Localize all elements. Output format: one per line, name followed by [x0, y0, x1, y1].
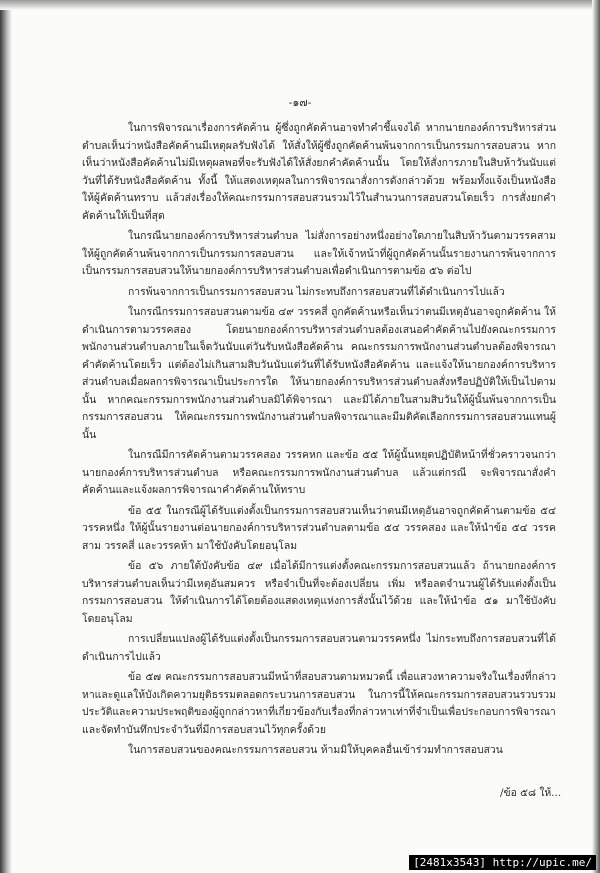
paragraph-article-57: ข้อ ๕๗ คณะกรรมการสอบสวนมีหน้าที่สอบสวนตามหมวดนี้ เพื่อแสวงหาความจริงในเรื่องที่กล่าวหาและดูแลให้บังเกิดความยุติธรรมตลอดกระบวนการสอบสวน ในการนี้ให้คณะกรรมการสอบสวนรวบรวมประวัติและความประพฤติของผู้ถูกกล่าวหาที่เกี่ยวข้องกับเรื่องที่กล่าวหาเท่าที่จำเป็นเพื่อประกอบการพิจารณา และจัดทำบันทึกประจำวันที่มีการสอบสวนไว้ทุกครั้งด้วย: [82, 671, 556, 736]
paragraph-removal-no-effect: การพ้นจากการเป็นกรรมการสอบสวน ไม่กระทบถึงการสอบสวนที่ได้ดำเนินการไปแล้ว: [128, 285, 505, 298]
continued-marker: /ข้อ ๕๘ ให้...: [500, 787, 562, 799]
page-number: -๑๗-: [288, 96, 312, 109]
paragraph-objection-consideration: ในการพิจารณาเรื่องการคัดค้าน ผู้ซึ่งถูกคัดค้านอาจทำคำชี้แจงได้ หากนายกองค์การบริหารส่วนตำบลเห็นว่าหนังสือคัดค้านมีเหตุผลรับฟังได้ ให้สั่งให้ผู้ซึ่งถูกคัดค้านพ้นจากการเป็นกรรมการสอบสวน หากเห็นว่าหนังสือคัดค้านไม่มีเหตุผลพอที่จะรับฟังได้ให้สั่งยกคำคัดค้านนั้น โดยให้สั่งการภายในสิบห้าวันนับแต่วันที่ได้รับหนังสือคัดค้าน ทั้งนี้ ให้แสดงเหตุผลในการพิจารณาสั่งการดังกล่าวด้วย พร้อมทั้งแจ้งเป็นหนังสือให้ผู้คัดค้านทราบ แล้วส่งเรื่องให้คณะกรรมการสอบสวนรวมไว้ในสำนวนการสอบสวนโดยเร็ว การสั่งยกคำคัดค้านให้เป็นที่สุด: [82, 122, 556, 222]
scan-shadow-top: [0, 0, 600, 10]
paragraph-no-outsiders: ในการสอบสวนของคณะกรรมการสอบสวน ห้ามมิให้บุคคลอื่นเข้าร่วมทำการสอบสวน: [128, 744, 503, 756]
paragraph-article-55: ข้อ ๕๕ ในกรณีผู้ได้รับแต่งตั้งเป็นกรรมการสอบสวนเห็นว่าตนมีเหตุอันอาจถูกคัดค้านตามข้อ ๕๔ วรรคหนึ่ง ให้ผู้นั้นรายงานต่อนายกองค์การบริหารส่วนตำบลตามข้อ ๕๔ วรรคสอง และให้นำข้อ ๕๔ วรรคสาม วรรคสี่ และวรรคห้า มาใช้บังคับโดยอนุโลม: [82, 504, 556, 552]
paragraph-temporary-suspension: ในกรณีมีการคัดค้านตามวรรคสอง วรรคหก และข้อ ๕๕ ให้ผู้นั้นหยุดปฏิบัติหน้าที่ชั่วคราวจนกว่านายกองค์การบริหารส่วนตำบล หรือคณะกรรมการพนักงานส่วนตำบล แล้วแต่กรณี จะพิจารณาสั่งคำคัดค้านและแจ้งผลการพิจารณาคำคัดค้านให้ทราบ: [82, 449, 556, 496]
scan-shadow-left: [0, 0, 12, 873]
paragraph-change-no-effect: การเปลี่ยนแปลงผู้ได้รับแต่งตั้งเป็นกรรมการสอบสวนตามวรรคหนึ่ง ไม่กระทบถึงการสอบสวนที่ได้ดำเนินการไปแล้ว: [82, 633, 556, 663]
paragraph-article-56: ข้อ ๕๖ ภายใต้บังคับข้อ ๔๙ เมื่อได้มีการแต่งตั้งคณะกรรมการสอบสวนแล้ว ถ้านายกองค์การบริหารส่วนตำบลเห็นว่ามีเหตุอันสมควร หรือจำเป็นที่จะต้องเปลี่ยน เพิ่ม หรือลดจำนวนผู้ได้รับแต่งตั้งเป็นกรรมการสอบสวน ให้ดำเนินการได้โดยต้องแสดงเหตุแห่งการสั่งนั้นไว้ด้วย และให้นำข้อ ๕๑ มาใช้บังคับโดยอนุโลม: [82, 560, 556, 625]
scan-shadow-right: [592, 0, 600, 873]
paragraph-no-order-within-15-days: ในกรณีนายกองค์การบริหารส่วนตำบล ไม่สั่งการอย่างหนึ่งอย่างใดภายในสิบห้าวันตามวรรคสาม ให้ผู้ถูกคัดค้านพ้นจากการเป็นกรรมการสอบสวน และให้เจ้าหน้าที่ผู้ถูกคัดค้านนั้นรายงานการพ้นจากการเป็นกรรมการสอบสวนให้นายกองค์การบริหารส่วนตำบลเพื่อดำเนินการตามข้อ ๕๖ ต่อไป: [82, 230, 556, 277]
paragraph-article-49-objection: ในกรณีกรรมการสอบสวนตามข้อ ๔๙ วรรคสี่ ถูกคัดค้านหรือเห็นว่าตนมีเหตุอันอาจถูกคัดค้าน ให้ดำเนินการตามวรรคสอง โดยนายกองค์การบริหารส่วนตำบลต้องเสนอคำคัดค้านไปยังคณะกรรมการพนักงานส่วนตำบลภายในเจ็ดวันนับแต่วันรับหนังสือคัดค้าน คณะกรรมการพนักงานส่วนตำบลต้องพิจารณาคำคัดค้านโดยเร็ว แต่ต้องไม่เกินสามสิบวันนับแต่วันที่ได้รับหนังสือคัดค้าน และแจ้งให้นายกองค์การบริหารส่วนตำบลเมื่อผลการพิจารณาเป็นประการใด ให้นายกองค์การบริหารส่วนตำบลสั่งหรือปฏิบัติให้เป็นไปตามนั้น หากคณะกรรมการพนักงานส่วนตำบลมิได้พิจารณา และมิได้ภายในสามสิบวันให้ผู้นั้นพ้นจากการเป็นกรรมการสอบสวน ให้คณะกรรมการพนักงานส่วนตำบลพิจารณาและมีมติคัดเลือกกรรมการสอบสวนแทนผู้นั้น: [82, 306, 556, 441]
document-body: [82, 120, 556, 763]
watermark-label: [2481x3543] http://upic.me/: [409, 855, 596, 870]
